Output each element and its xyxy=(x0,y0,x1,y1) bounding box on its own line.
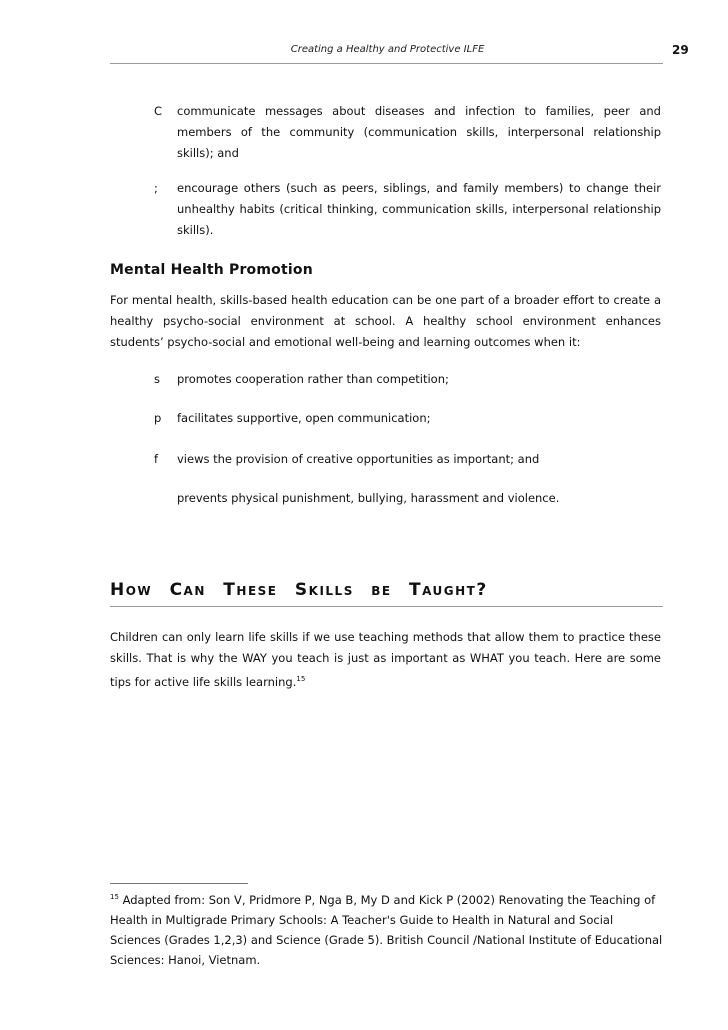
footnote-text: Adapted from: Son V, Pridmore P, Nga B, My D and Kick P (2002) Renovating the Teaching of Health in Multigrade Primary Schools: A Teacher's Guide to Health in Natural and Social Sciences (Grades 1,2,3) and Science (Grade 5). British Council /National Institute of Educational Sciences: Hanoi, Vietnam. xyxy=(110,892,663,967)
page-number: 29 xyxy=(672,43,689,57)
chapter-heading: How Can These Skills be Taught? xyxy=(110,580,488,600)
heading-rule xyxy=(110,606,663,607)
bullet-item: encourage others (such as peers, siblings, and family members) to change their unhealthy habits (critical thinking, communication skills, interpersonal relationship skills). xyxy=(177,181,661,237)
bullet-item: promotes cooperation rather than competition; xyxy=(177,372,449,386)
body-paragraph xyxy=(110,627,661,693)
bullet-marker: s xyxy=(154,372,160,386)
running-title: Creating a Healthy and Protective ILFE xyxy=(290,44,485,55)
paragraph-text: Children can only learn life skills if we use teaching methods that allow them to practice these skills. That is why the WAY you teach is just as important as WHAT you teach. Here are some tips for active life skills learning. xyxy=(110,630,661,689)
bullet-marker: ; xyxy=(154,181,158,195)
bullet-marker: p xyxy=(154,411,162,425)
header-rule xyxy=(110,63,663,64)
bullet-item: prevents physical punishment, bullying, harassment and violence. xyxy=(177,491,560,505)
section-heading: Mental Health Promotion xyxy=(110,262,313,278)
bullet-marker: C xyxy=(154,104,163,118)
footnote xyxy=(110,887,665,970)
bullet-marker: f xyxy=(154,452,159,466)
bullet-item: views the provision of creative opportunities as important; and xyxy=(177,452,540,466)
intro-paragraph: For mental health, skills-based health education can be one part of a broader effort to create a healthy psycho-social environment at school. A healthy school environment enhances students’ psycho-social and emotional well-being and learning outcomes when it: xyxy=(110,293,661,349)
bullet-item: facilitates supportive, open communication; xyxy=(177,411,431,425)
bullet-item: communicate messages about diseases and infection to families, peer and members of the community (communication skills, interpersonal relationship skills); and xyxy=(177,104,661,160)
footnote-number: 15 xyxy=(110,893,119,901)
footnote-reference: 15 xyxy=(296,675,306,683)
footnote-rule xyxy=(110,883,248,884)
